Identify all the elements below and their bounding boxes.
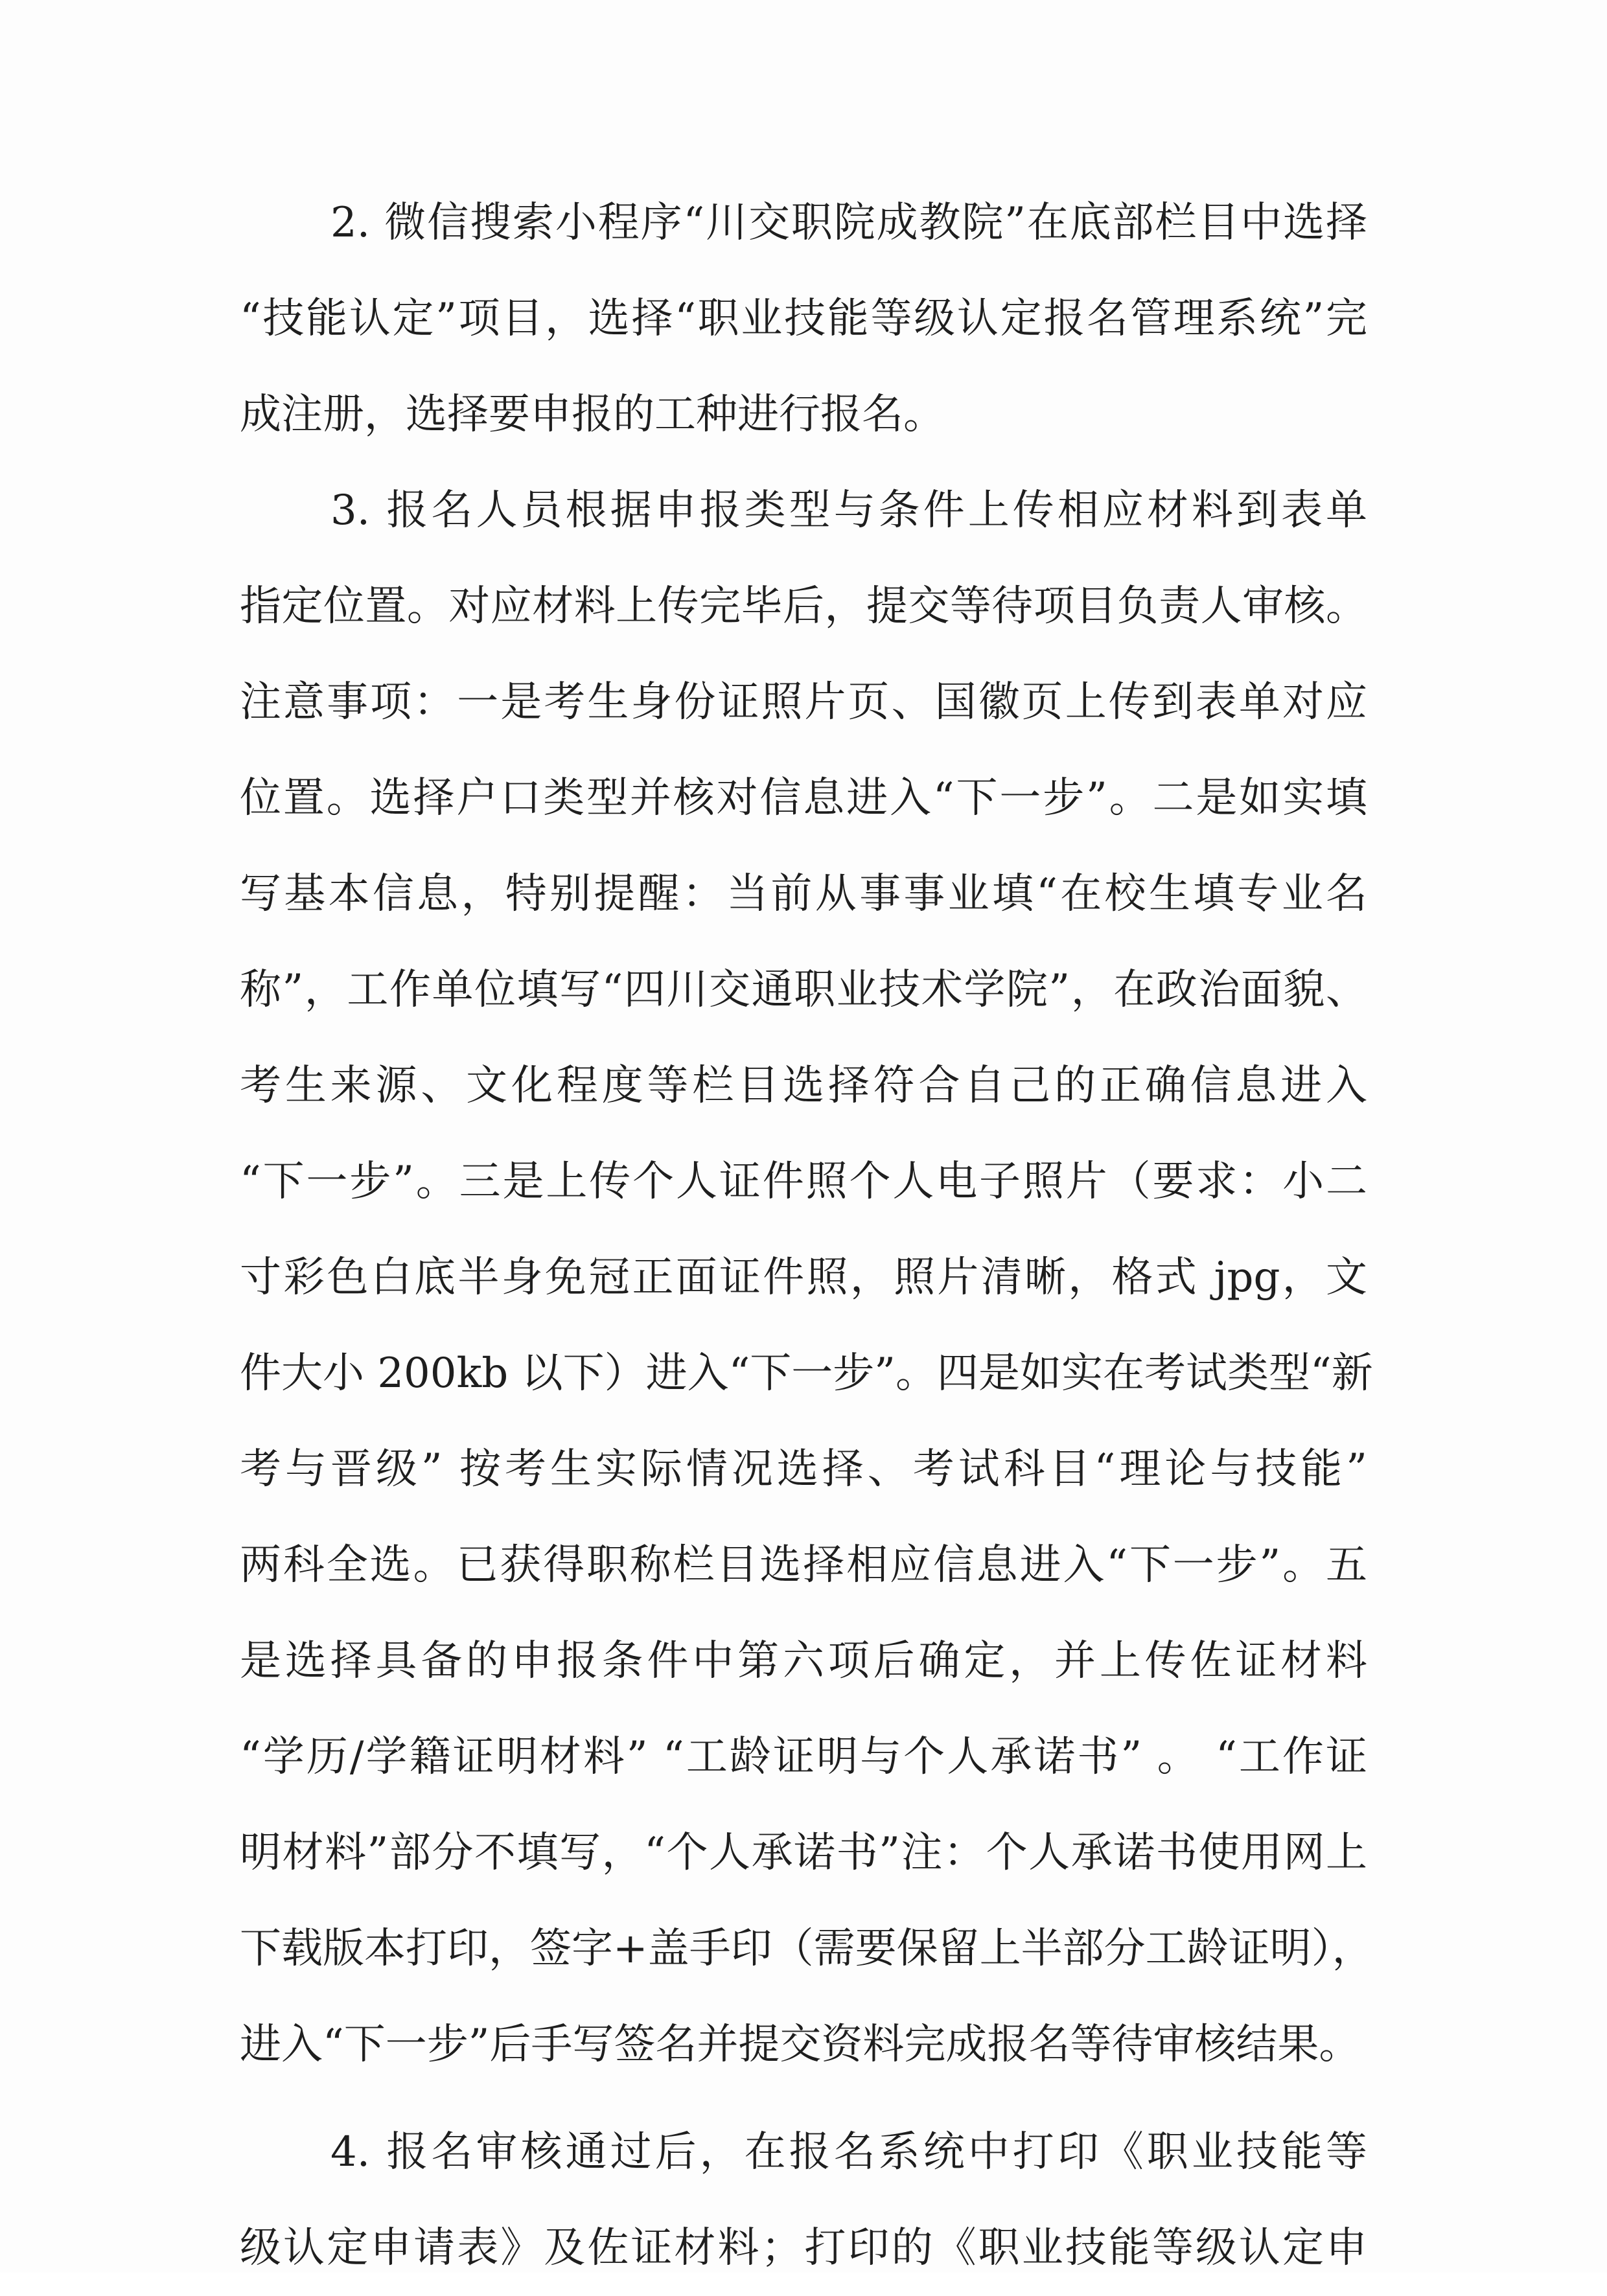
paragraph-3 [240,463,1374,2093]
paragraph-line: 成注册，选择要申报的工种进行报名。 [240,391,945,439]
paragraph-line: 考生来源、文化程度等栏目选择符合自己的正确信息进入 [240,1062,1367,1110]
paragraph-line: 2. 微信搜索小程序“川交职院成教院”在底部栏目中选择 [330,199,1367,247]
paragraph-line: 件大小 200kb 以下）进入“下一步”。四是如实在考试类型“新 [240,1349,1373,1397]
paragraph-line: 位置。选择户口类型并核对信息进入“下一步”。二是如实填 [240,774,1367,822]
paragraph-gap [240,2093,1367,2104]
paragraph-line: 两科全选。已获得职称栏目选择相应信息进入“下一步”。五 [240,1541,1367,1589]
paragraph-line: “下一步”。三是上传个人证件照个人电子照片（要求：小二 [240,1158,1367,1206]
paragraph-line: 进入“下一步”后手写签名并提交资料完成报名等待审核结果。 [240,2021,1361,2069]
paragraph-line: 寸彩色白底半身免冠正面证件照，照片清晰，格式 jpg，文 [240,1254,1367,1302]
paragraph-line: 明材料”部分不填写，“个人承诺书”注：个人承诺书使用网上 [240,1829,1367,1877]
paragraph-line: 指定位置。对应材料上传完毕后，提交等待项目负责人审核。 [240,582,1367,630]
paragraph-line: 注意事项：一是考生身份证照片页、国徽页上传到表单对应 [240,678,1367,726]
paragraph-line: 4. 报名审核通过后，在报名系统中打印《职业技能等 [330,2128,1367,2176]
paragraph-line: 写基本信息，特别提醒：当前从事事业填“在校生填专业名 [240,870,1367,918]
paragraph-line: 级认定申请表》及佐证材料；打印的《职业技能等级认定申 [240,2224,1367,2272]
paragraph-line: 是选择具备的申报条件中第六项后确定，并上传佐证材料 [240,1637,1367,1685]
paragraph-line: 下载版本打印，签字+盖手印（需要保留上半部分工龄证明）， [240,1925,1374,1973]
paragraph-line: “技能认定”项目，选择“职业技能等级认定报名管理系统”完 [240,295,1367,343]
paragraph-4 [240,2104,1367,2296]
paragraph-line: “学历/学籍证明材料” “工龄证明与个人承诺书” 。 “工作证 [240,1733,1367,1781]
paragraph-2 [240,175,1367,463]
paragraph-line: 称”，工作单位填写“四川交通职业技术学院”，在政治面貌、 [240,966,1367,1014]
paragraph-line: 3. 报名人员根据申报类型与条件上传相应材料到表单 [330,487,1367,534]
paragraph-line: 考与晋级” 按考生实际情况选择、考试科目“理论与技能” [240,1445,1367,1493]
body-text [240,175,1374,2296]
